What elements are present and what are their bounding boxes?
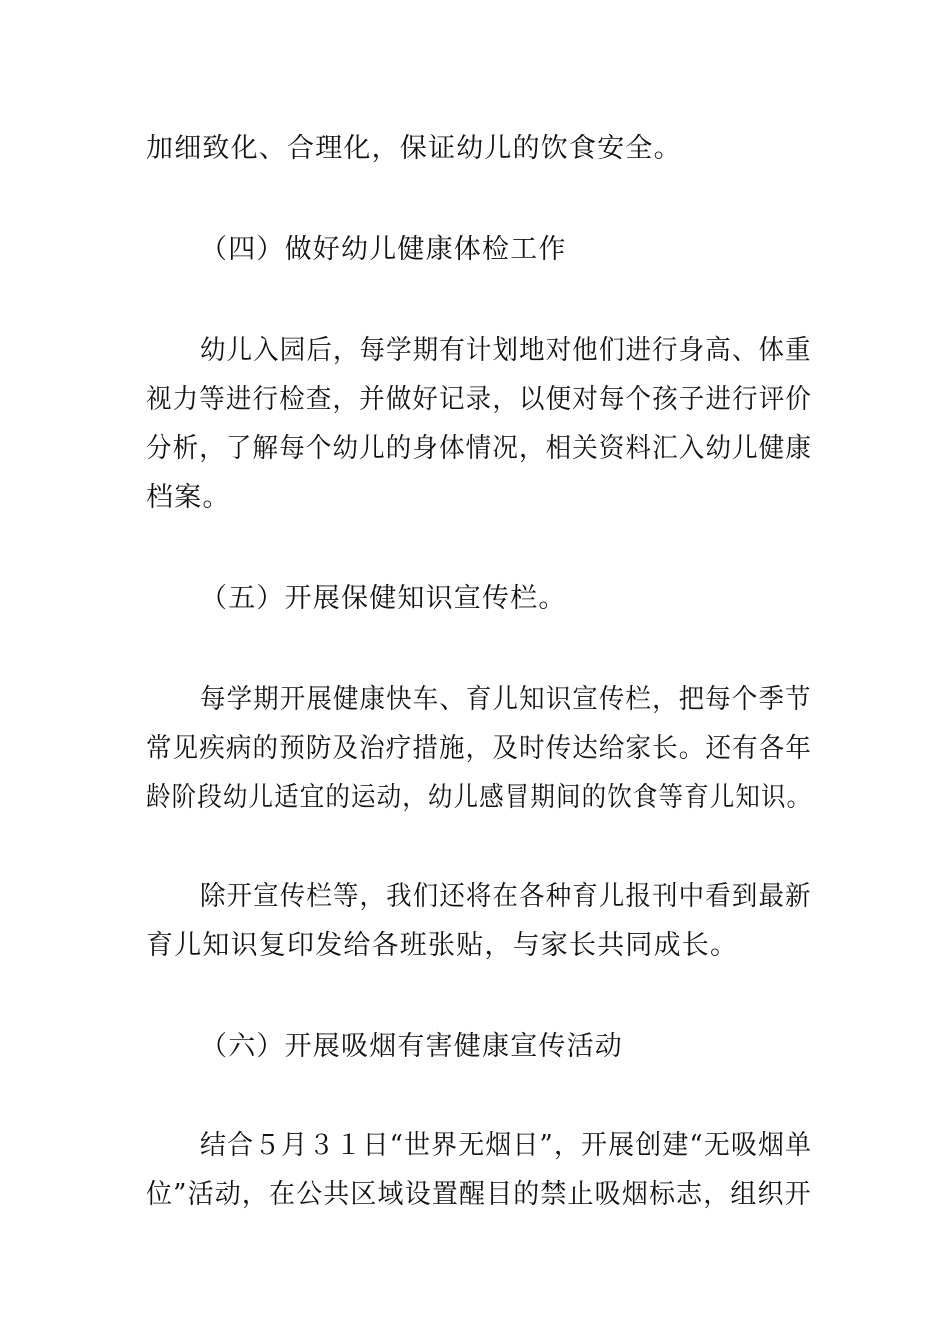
section-heading: （六）开展吸烟有害健康宣传活动 (200, 1031, 623, 1062)
section-heading: （四）做好幼儿健康体检工作 (200, 234, 567, 265)
paragraph-line: 加细致化、合理化，保证幼儿的饮食安全。 (146, 133, 682, 164)
section-heading: （五）开展保健知识宣传栏。 (200, 583, 567, 614)
paragraph-line: 视力等进行检查，并做好记录，以便对每个孩子进行评价 (146, 384, 813, 415)
paragraph-line: 档案。 (146, 482, 231, 513)
paragraph-line: 常见疾病的预防及治疗措施，及时传达给家长。还有各年 (146, 733, 813, 764)
paragraph-line: 分析，了解每个幼儿的身体情况，相关资料汇入幼儿健康 (146, 433, 813, 464)
paragraph-line: 结合５月３１日“世界无烟日”，开展创建“无吸烟单 (200, 1130, 813, 1161)
paragraph-line: 位”活动，在公共区域设置醒目的禁止吸烟标志，组织开 (146, 1179, 812, 1210)
paragraph-line: 幼儿入园后，每学期有计划地对他们进行身高、体重 (200, 335, 812, 366)
paragraph-line: 育儿知识复印发给各班张贴，与家长共同成长。 (146, 930, 739, 961)
paragraph-line: 龄阶段幼儿适宜的运动，幼儿感冒期间的饮食等育儿知识。 (146, 782, 813, 813)
paragraph-line: 除开宣传栏等，我们还将在各种育儿报刊中看到最新 (200, 881, 812, 912)
paragraph-line: 每学期开展健康快车、育儿知识宣传栏，把每个季节 (200, 684, 812, 715)
